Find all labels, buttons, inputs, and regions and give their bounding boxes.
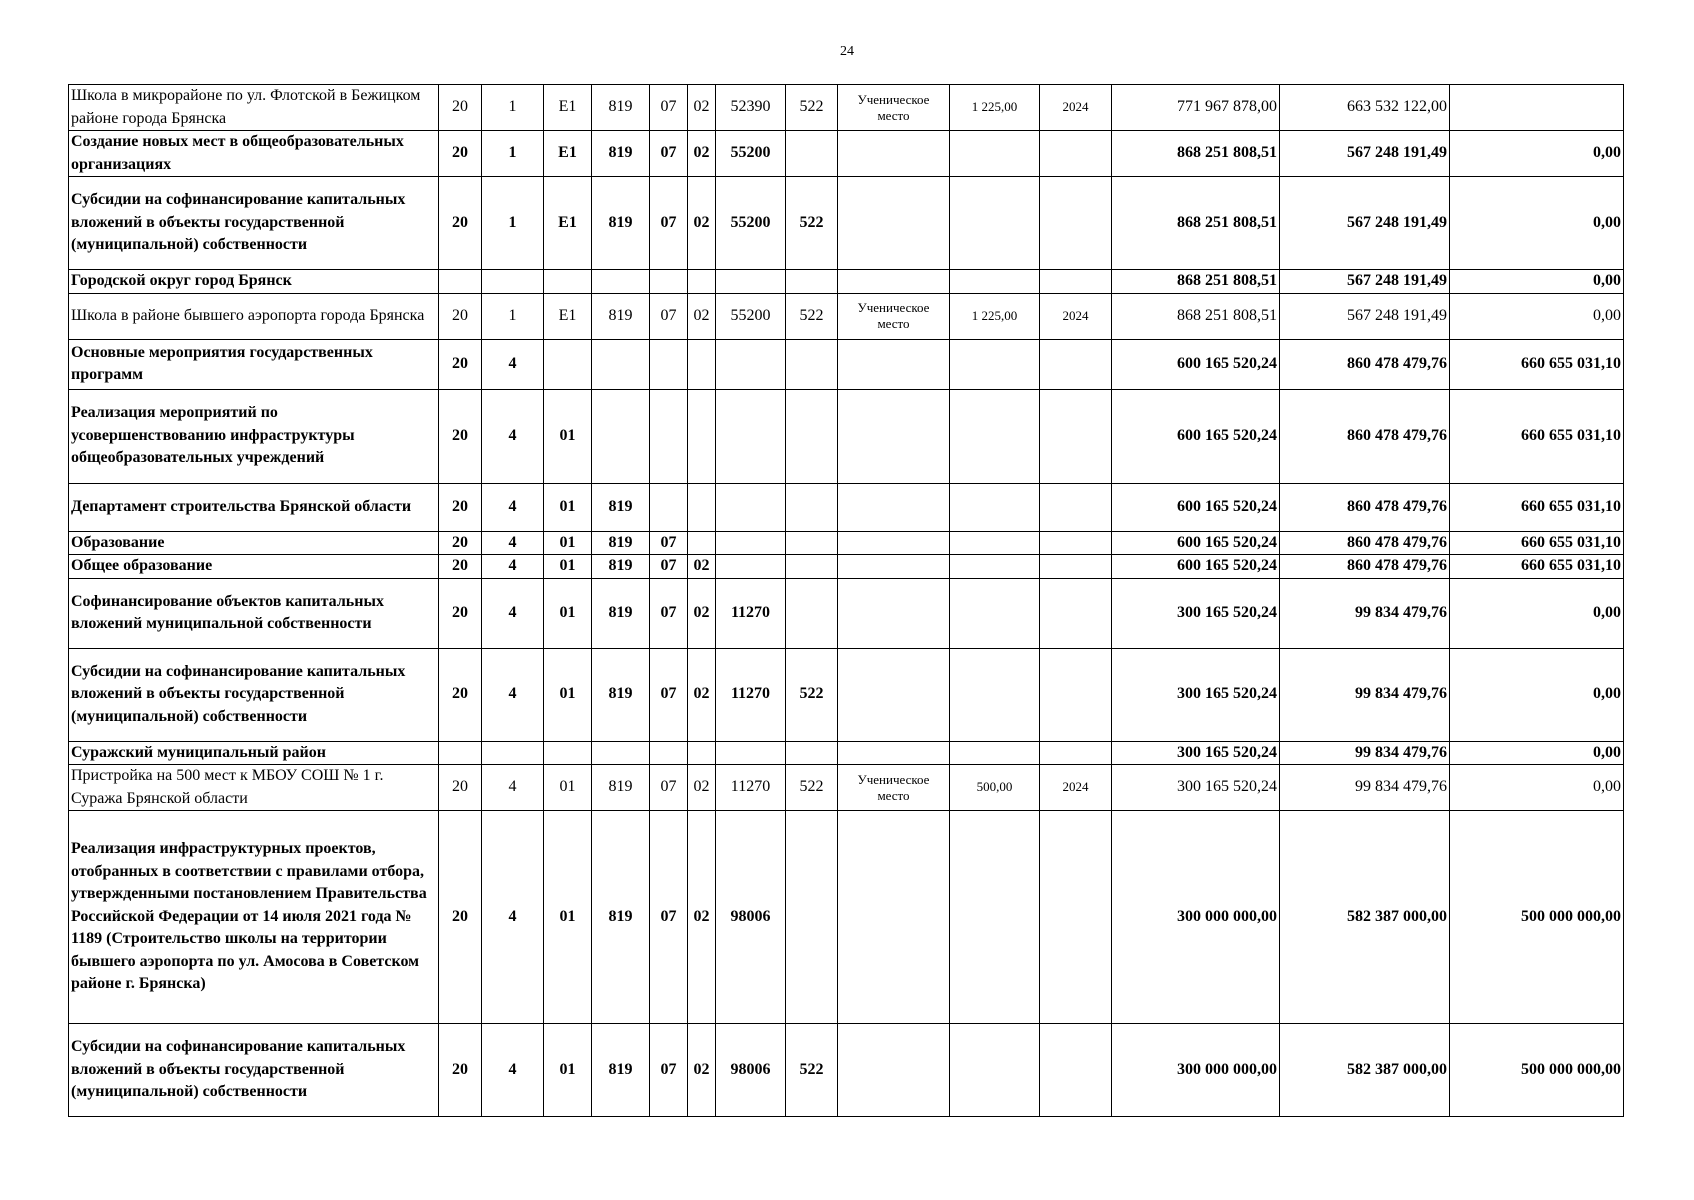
code-cell: 20 (439, 483, 482, 531)
amount-cell: 300 000 000,00 (1112, 811, 1280, 1024)
code-cell (786, 389, 838, 483)
amount-cell: 99 834 479,76 (1280, 648, 1450, 741)
unit-cell: Ученическое место (838, 765, 950, 811)
year-cell (1040, 389, 1112, 483)
amount-cell: 567 248 191,49 (1280, 293, 1450, 339)
code-cell: 522 (786, 85, 838, 131)
code-cell: 01 (544, 389, 592, 483)
unit-cell (838, 1024, 950, 1117)
page-number: 24 (840, 44, 854, 59)
row-name: Основные мероприятия государственных программ (69, 339, 439, 389)
year-cell (1040, 531, 1112, 555)
code-cell (482, 741, 544, 765)
amount-cell: 0,00 (1450, 765, 1624, 811)
budget-table (68, 84, 1624, 1117)
code-cell: 4 (482, 389, 544, 483)
amount-cell: 663 532 122,00 (1280, 85, 1450, 131)
table-row (69, 339, 1624, 389)
amount-cell: 99 834 479,76 (1280, 765, 1450, 811)
code-cell: 819 (592, 85, 650, 131)
code-cell: 522 (786, 177, 838, 270)
amount-cell: 0,00 (1450, 131, 1624, 177)
code-cell: 02 (688, 578, 716, 648)
code-cell: 02 (688, 85, 716, 131)
year-cell (1040, 177, 1112, 270)
row-name: Субсидии на софинансирование капитальных вложений в объекты государственной (муниципальной) собственности (69, 1024, 439, 1117)
capacity-cell (950, 270, 1040, 294)
unit-cell (838, 177, 950, 270)
code-cell: 01 (544, 555, 592, 579)
code-cell (544, 270, 592, 294)
row-name: Городской округ город Брянск (69, 270, 439, 294)
amount-cell: 600 165 520,24 (1112, 531, 1280, 555)
unit-cell (838, 555, 950, 579)
code-cell: 07 (650, 131, 688, 177)
amount-cell: 300 165 520,24 (1112, 741, 1280, 765)
amount-cell (1450, 85, 1624, 131)
code-cell: 20 (439, 765, 482, 811)
unit-cell (838, 389, 950, 483)
code-cell: 819 (592, 1024, 650, 1117)
year-cell (1040, 131, 1112, 177)
code-cell: 20 (439, 339, 482, 389)
table-row (69, 531, 1624, 555)
code-cell: 20 (439, 1024, 482, 1117)
amount-cell: 300 000 000,00 (1112, 1024, 1280, 1117)
capacity-cell: 1 225,00 (950, 85, 1040, 131)
code-cell (650, 483, 688, 531)
unit-cell (838, 741, 950, 765)
code-cell: 4 (482, 1024, 544, 1117)
code-cell (786, 483, 838, 531)
code-cell (786, 339, 838, 389)
table-row (69, 483, 1624, 531)
code-cell: 819 (592, 177, 650, 270)
year-cell (1040, 811, 1112, 1024)
amount-cell: 600 165 520,24 (1112, 339, 1280, 389)
table-body (69, 85, 1624, 1117)
code-cell (592, 741, 650, 765)
code-cell (592, 389, 650, 483)
year-cell (1040, 555, 1112, 579)
amount-cell: 860 478 479,76 (1280, 555, 1450, 579)
code-cell: Е1 (544, 131, 592, 177)
row-name: Департамент строительства Брянской области (69, 483, 439, 531)
code-cell (592, 339, 650, 389)
code-cell: 55200 (716, 177, 786, 270)
table-row (69, 270, 1624, 294)
table-row (69, 555, 1624, 579)
amount-cell: 0,00 (1450, 293, 1624, 339)
code-cell (786, 811, 838, 1024)
code-cell: 819 (592, 531, 650, 555)
amount-cell: 868 251 808,51 (1112, 131, 1280, 177)
code-cell (688, 741, 716, 765)
table-row (69, 741, 1624, 765)
row-name: Софинансирование объектов капитальных вложений муниципальной собственности (69, 578, 439, 648)
amount-cell: 868 251 808,51 (1112, 177, 1280, 270)
code-cell: 20 (439, 131, 482, 177)
capacity-cell: 500,00 (950, 765, 1040, 811)
code-cell: 819 (592, 578, 650, 648)
code-cell (716, 531, 786, 555)
capacity-cell (950, 339, 1040, 389)
row-name: Реализация инфраструктурных проектов, отобранных в соответствии с правилами отбора, утвержденными постановлением Правительства Российской Федерации от 14 июля 2021 года № 1189 (Строительство школы на территории бывшего аэропорта по ул. Амосова в Советском районе г. Брянска) (69, 811, 439, 1024)
code-cell (688, 483, 716, 531)
amount-cell: 660 655 031,10 (1450, 531, 1624, 555)
code-cell (786, 131, 838, 177)
amount-cell: 0,00 (1450, 648, 1624, 741)
unit-cell (838, 648, 950, 741)
code-cell: 1 (482, 131, 544, 177)
year-cell: 2024 (1040, 293, 1112, 339)
code-cell: 4 (482, 483, 544, 531)
code-cell (716, 339, 786, 389)
code-cell: 20 (439, 293, 482, 339)
code-cell: 11270 (716, 578, 786, 648)
code-cell (544, 339, 592, 389)
code-cell: 4 (482, 555, 544, 579)
amount-cell: 582 387 000,00 (1280, 1024, 1450, 1117)
unit-cell (838, 483, 950, 531)
code-cell: 07 (650, 177, 688, 270)
code-cell (592, 270, 650, 294)
code-cell: 819 (592, 293, 650, 339)
year-cell: 2024 (1040, 765, 1112, 811)
row-name: Школа в микрорайоне по ул. Флотской в Бежицком районе города Брянска (69, 85, 439, 131)
code-cell (439, 270, 482, 294)
code-cell: 52390 (716, 85, 786, 131)
amount-cell: 300 165 520,24 (1112, 648, 1280, 741)
code-cell: 1 (482, 85, 544, 131)
code-cell: 20 (439, 85, 482, 131)
amount-cell: 860 478 479,76 (1280, 531, 1450, 555)
code-cell: 02 (688, 1024, 716, 1117)
code-cell (786, 531, 838, 555)
amount-cell: 600 165 520,24 (1112, 555, 1280, 579)
code-cell: 98006 (716, 811, 786, 1024)
code-cell: 02 (688, 648, 716, 741)
table-row (69, 578, 1624, 648)
code-cell: 20 (439, 648, 482, 741)
row-name: Школа в районе бывшего аэропорта города Брянска (69, 293, 439, 339)
code-cell: 819 (592, 131, 650, 177)
capacity-cell (950, 555, 1040, 579)
code-cell: 4 (482, 339, 544, 389)
code-cell: 01 (544, 531, 592, 555)
amount-cell: 868 251 808,51 (1112, 270, 1280, 294)
code-cell: 01 (544, 648, 592, 741)
code-cell: 01 (544, 483, 592, 531)
code-cell (786, 578, 838, 648)
year-cell (1040, 578, 1112, 648)
year-cell (1040, 270, 1112, 294)
code-cell: 02 (688, 293, 716, 339)
code-cell: 20 (439, 177, 482, 270)
code-cell: 522 (786, 293, 838, 339)
code-cell: 20 (439, 811, 482, 1024)
code-cell: 4 (482, 765, 544, 811)
row-name: Пристройка на 500 мест к МБОУ СОШ № 1 г. Суража Брянской области (69, 765, 439, 811)
code-cell (439, 741, 482, 765)
amount-cell: 660 655 031,10 (1450, 555, 1624, 579)
code-cell (716, 555, 786, 579)
year-cell (1040, 741, 1112, 765)
table-row (69, 765, 1624, 811)
code-cell: 07 (650, 765, 688, 811)
code-cell: 11270 (716, 648, 786, 741)
unit-cell (838, 578, 950, 648)
table-row (69, 1024, 1624, 1117)
code-cell: 522 (786, 648, 838, 741)
code-cell: 1 (482, 177, 544, 270)
unit-cell: Ученическое место (838, 85, 950, 131)
code-cell: 07 (650, 555, 688, 579)
code-cell: 02 (688, 765, 716, 811)
amount-cell: 0,00 (1450, 270, 1624, 294)
code-cell: 4 (482, 578, 544, 648)
code-cell (650, 339, 688, 389)
table-row (69, 131, 1624, 177)
code-cell: 20 (439, 389, 482, 483)
table-row (69, 177, 1624, 270)
amount-cell: 0,00 (1450, 741, 1624, 765)
code-cell (716, 483, 786, 531)
amount-cell: 860 478 479,76 (1280, 339, 1450, 389)
code-cell (482, 270, 544, 294)
code-cell: 02 (688, 811, 716, 1024)
code-cell: 55200 (716, 131, 786, 177)
capacity-cell (950, 741, 1040, 765)
capacity-cell (950, 648, 1040, 741)
code-cell (716, 270, 786, 294)
code-cell (688, 270, 716, 294)
unit-cell (838, 339, 950, 389)
code-cell: 4 (482, 811, 544, 1024)
code-cell: 07 (650, 1024, 688, 1117)
code-cell: 20 (439, 531, 482, 555)
code-cell: 02 (688, 131, 716, 177)
table-row (69, 811, 1624, 1024)
capacity-cell (950, 578, 1040, 648)
amount-cell: 860 478 479,76 (1280, 483, 1450, 531)
code-cell: 1 (482, 293, 544, 339)
amount-cell: 860 478 479,76 (1280, 389, 1450, 483)
capacity-cell (950, 483, 1040, 531)
code-cell: 819 (592, 765, 650, 811)
table-row (69, 293, 1624, 339)
amount-cell: 868 251 808,51 (1112, 293, 1280, 339)
code-cell: 4 (482, 648, 544, 741)
capacity-cell (950, 811, 1040, 1024)
code-cell: 01 (544, 765, 592, 811)
code-cell (786, 270, 838, 294)
amount-cell: 300 165 520,24 (1112, 578, 1280, 648)
code-cell: 522 (786, 765, 838, 811)
row-name: Субсидии на софинансирование капитальных вложений в объекты государственной (муниципальной) собственности (69, 648, 439, 741)
code-cell: 4 (482, 531, 544, 555)
code-cell (716, 389, 786, 483)
amount-cell: 500 000 000,00 (1450, 811, 1624, 1024)
amount-cell: 0,00 (1450, 177, 1624, 270)
row-name: Субсидии на софинансирование капитальных вложений в объекты государственной (муниципальной) собственности (69, 177, 439, 270)
code-cell: 01 (544, 578, 592, 648)
code-cell (688, 389, 716, 483)
code-cell: 01 (544, 1024, 592, 1117)
code-cell (716, 741, 786, 765)
code-cell (688, 339, 716, 389)
amount-cell: 660 655 031,10 (1450, 483, 1624, 531)
unit-cell (838, 131, 950, 177)
unit-cell: Ученическое место (838, 293, 950, 339)
code-cell: 11270 (716, 765, 786, 811)
code-cell: 07 (650, 578, 688, 648)
amount-cell: 300 165 520,24 (1112, 765, 1280, 811)
code-cell: 522 (786, 1024, 838, 1117)
code-cell: 07 (650, 811, 688, 1024)
capacity-cell (950, 177, 1040, 270)
code-cell: 819 (592, 648, 650, 741)
code-cell: Е1 (544, 293, 592, 339)
code-cell (650, 741, 688, 765)
code-cell: 07 (650, 648, 688, 741)
amount-cell: 99 834 479,76 (1280, 578, 1450, 648)
amount-cell: 582 387 000,00 (1280, 811, 1450, 1024)
code-cell: 98006 (716, 1024, 786, 1117)
code-cell: 20 (439, 578, 482, 648)
amount-cell: 600 165 520,24 (1112, 389, 1280, 483)
table-row (69, 648, 1624, 741)
year-cell (1040, 648, 1112, 741)
amount-cell: 567 248 191,49 (1280, 131, 1450, 177)
amount-cell: 567 248 191,49 (1280, 177, 1450, 270)
code-cell (786, 741, 838, 765)
unit-cell (838, 270, 950, 294)
code-cell: 819 (592, 811, 650, 1024)
code-cell: 01 (544, 811, 592, 1024)
capacity-cell (950, 1024, 1040, 1117)
amount-cell: 660 655 031,10 (1450, 339, 1624, 389)
row-name: Суражский муниципальный район (69, 741, 439, 765)
row-name: Общее образование (69, 555, 439, 579)
amount-cell: 600 165 520,24 (1112, 483, 1280, 531)
row-name: Образование (69, 531, 439, 555)
unit-cell (838, 811, 950, 1024)
row-name: Реализация мероприятий по усовершенствованию инфраструктуры общеобразовательных учреждений (69, 389, 439, 483)
code-cell: 02 (688, 555, 716, 579)
code-cell (688, 531, 716, 555)
code-cell: Е1 (544, 85, 592, 131)
year-cell (1040, 483, 1112, 531)
capacity-cell (950, 531, 1040, 555)
capacity-cell (950, 131, 1040, 177)
code-cell: 07 (650, 85, 688, 131)
code-cell: 20 (439, 555, 482, 579)
code-cell (650, 270, 688, 294)
amount-cell: 500 000 000,00 (1450, 1024, 1624, 1117)
code-cell: 819 (592, 555, 650, 579)
code-cell (786, 555, 838, 579)
code-cell: 819 (592, 483, 650, 531)
row-name: Создание новых мест в общеобразовательных организациях (69, 131, 439, 177)
table-row (69, 389, 1624, 483)
capacity-cell (950, 389, 1040, 483)
year-cell (1040, 339, 1112, 389)
code-cell: 07 (650, 531, 688, 555)
code-cell: 07 (650, 293, 688, 339)
amount-cell: 0,00 (1450, 578, 1624, 648)
code-cell (544, 741, 592, 765)
code-cell: Е1 (544, 177, 592, 270)
code-cell: 55200 (716, 293, 786, 339)
year-cell (1040, 1024, 1112, 1117)
year-cell: 2024 (1040, 85, 1112, 131)
table-row (69, 85, 1624, 131)
code-cell (650, 389, 688, 483)
unit-cell (838, 531, 950, 555)
amount-cell: 771 967 878,00 (1112, 85, 1280, 131)
capacity-cell: 1 225,00 (950, 293, 1040, 339)
code-cell: 02 (688, 177, 716, 270)
amount-cell: 99 834 479,76 (1280, 741, 1450, 765)
amount-cell: 567 248 191,49 (1280, 270, 1450, 294)
amount-cell: 660 655 031,10 (1450, 389, 1624, 483)
